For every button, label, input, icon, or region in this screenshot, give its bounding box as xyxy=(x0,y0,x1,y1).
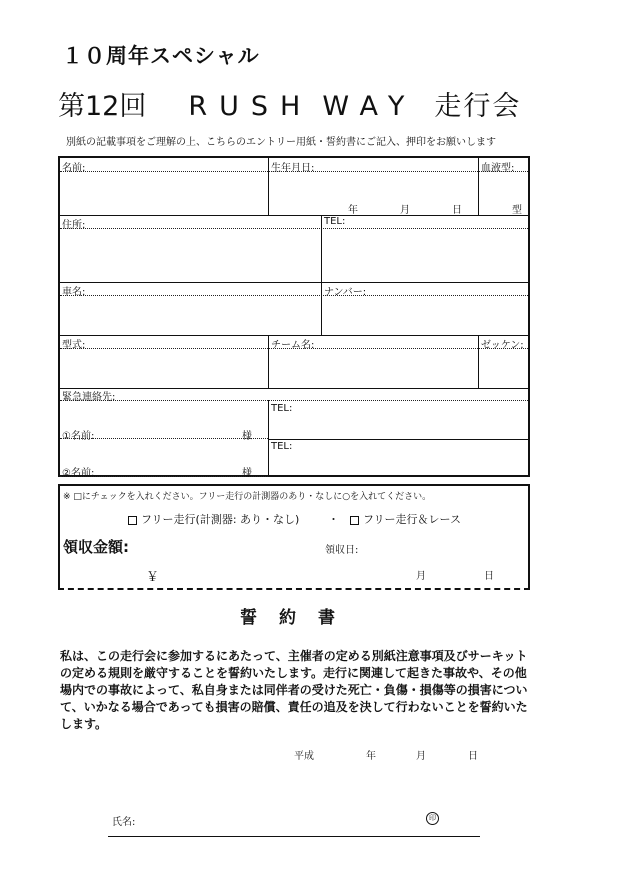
label-underline xyxy=(60,295,528,296)
cut-line xyxy=(58,588,530,590)
contact1-tel-label: TEL: xyxy=(271,403,293,414)
form-divider xyxy=(321,215,322,335)
receipt-day-unit: 日 xyxy=(484,571,494,582)
title-way: WAY xyxy=(322,91,417,122)
form-divider xyxy=(268,335,269,388)
form-divider xyxy=(478,335,479,388)
options-note: ※ □にチェックを入れください。フリー走行の計測器のあり・なしに○を入れてください。 xyxy=(63,492,432,502)
option-free-run-label: フリー走行(計測器: あり・なし) xyxy=(141,513,300,526)
race-number-label: ゼッケン: xyxy=(481,340,524,351)
oath-year-unit: 年 xyxy=(366,751,376,762)
receipt-month-unit: 月 xyxy=(416,571,426,582)
form-divider xyxy=(268,400,269,477)
form-divider xyxy=(478,158,479,215)
checkbox-icon[interactable] xyxy=(128,516,137,525)
contact2-honorific: 様 xyxy=(242,468,252,479)
car-name-label: 車名: xyxy=(62,287,86,298)
label-underline xyxy=(60,228,528,229)
blood-type-unit: 型 xyxy=(512,205,522,216)
team-name-label: チーム名: xyxy=(271,340,315,351)
contact2-name-label: ②名前: xyxy=(62,468,95,479)
title-event: 走行会 xyxy=(434,91,522,122)
event-subtitle: １０周年スペシャル xyxy=(62,44,260,68)
checkbox-icon[interactable] xyxy=(350,516,359,525)
oath-day-unit: 日 xyxy=(468,751,478,762)
contact2-tel-label: TEL: xyxy=(271,441,293,452)
oath-month-unit: 月 xyxy=(416,751,426,762)
signature-label: 氏名: xyxy=(112,817,136,828)
emergency-contact-label: 緊急連絡先: xyxy=(62,392,116,403)
option-free-run-race-label: フリー走行＆レース xyxy=(363,513,462,526)
oath-era: 平成 xyxy=(294,751,314,762)
title-rush: RUSH xyxy=(188,91,313,122)
seal-mark-icon: 印 xyxy=(426,812,439,825)
address-label: 住所: xyxy=(62,220,86,231)
name-label: 名前: xyxy=(62,163,86,174)
model-label: 型式: xyxy=(62,340,86,351)
birth-day-unit: 日 xyxy=(452,205,462,216)
birthdate-label: 生年月日: xyxy=(271,163,315,174)
receipt-amount-label: 領収金額: xyxy=(63,538,129,556)
oath-title: 誓約書 xyxy=(240,608,357,628)
contact1-name-label: ①名前: xyxy=(62,431,95,442)
event-title xyxy=(58,84,521,123)
label-underline xyxy=(60,400,528,401)
yen-symbol: ￥ xyxy=(146,570,160,585)
birth-year-unit: 年 xyxy=(348,205,358,216)
form-divider xyxy=(268,158,269,215)
title-edition: 第12回 xyxy=(58,91,147,122)
instruction-text: 別紙の記載事項をご理解の上、こちらのエントリー用紙・誓約書にご記入、押印をお願いします xyxy=(66,137,496,148)
form-divider xyxy=(60,388,528,389)
receipt-date-label: 領収日: xyxy=(325,545,359,556)
plate-number-label: ナンバー: xyxy=(324,287,367,298)
options-section xyxy=(58,484,530,590)
entry-form xyxy=(58,156,530,477)
contact1-honorific: 様 xyxy=(242,431,252,442)
tel-label: TEL: xyxy=(324,216,346,227)
oath-text: 私は、この走行会に参加するにあたって、主催者の定める別紙注意事項及びサーキットの定める規則を厳守することを誓約いたします。走行に関連して起きた事故や、その他場内での事故によって、私自身または同伴者の受けた死亡・負傷・損傷等の損害について、いかなる場合であっても損害の賠償、責任の追及を決して行わないことを誓約いたします。 xyxy=(60,649,528,731)
option-free-run-race[interactable] xyxy=(350,511,461,527)
form-divider xyxy=(60,282,528,283)
signature-line xyxy=(108,836,480,837)
form-divider xyxy=(268,439,528,440)
option-free-run[interactable] xyxy=(128,511,299,527)
birth-month-unit: 月 xyxy=(400,205,410,216)
blood-type-label: 血液型: xyxy=(481,163,515,174)
option-separator: ・ xyxy=(328,513,339,526)
